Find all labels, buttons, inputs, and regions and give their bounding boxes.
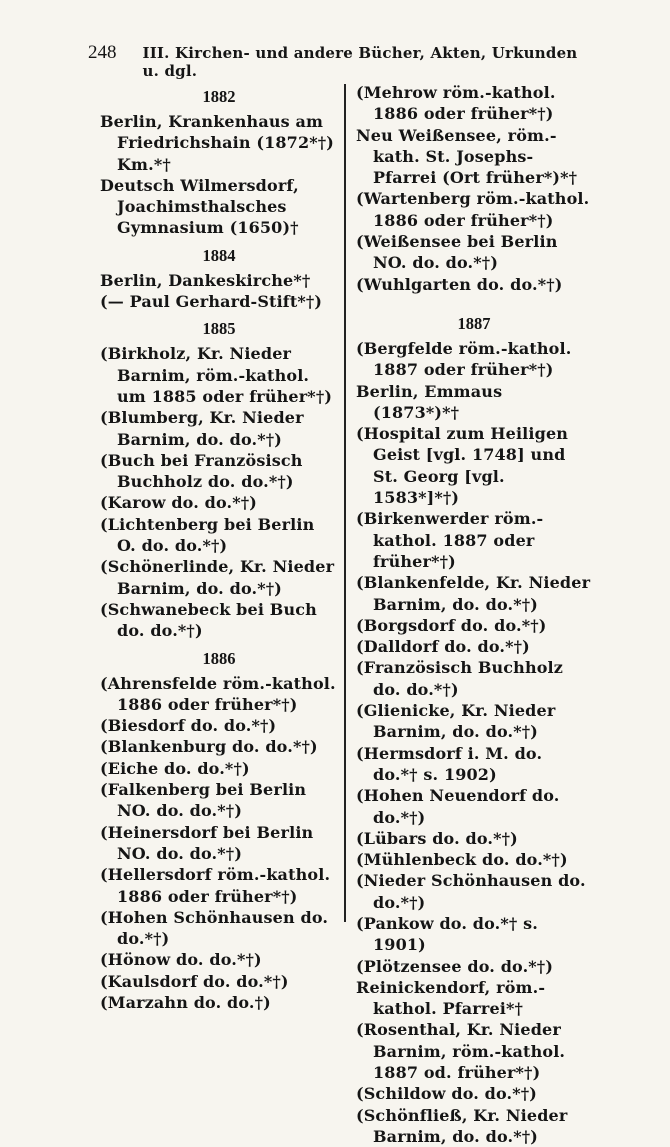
list-item: (Hohen Neuendorf do. do.*†) <box>356 786 560 827</box>
list-item: (Hospital zum Heiligen Geist [vgl. 1748] und St. Georg [vgl. 1583*]*†) <box>356 424 569 508</box>
page-header <box>88 42 588 80</box>
list-item: (Nieder Schönhausen do. do.*†) <box>356 871 586 912</box>
list-item: (Mühlenbeck do. do.*†) <box>356 850 568 870</box>
right-column <box>356 82 592 1147</box>
section-spacer <box>356 295 592 307</box>
list-item: (Ahrensfelde röm.-kathol. 1886 oder früher*†) <box>100 673 336 714</box>
list-item: (Birkenwerder röm.-kathol. 1887 oder früher*†) <box>356 509 544 571</box>
list-item: (Hellersdorf röm.-kathol. 1886 oder früher*†) <box>100 865 331 906</box>
list-item: (Lübars do. do.*†) <box>356 828 518 848</box>
list-item: Deutsch Wilmersdorf, Joachimsthalsches Gymnasium (1650)† <box>100 175 299 238</box>
list-item: (Lichtenberg bei Berlin O. do. do.*†) <box>100 514 315 556</box>
list-item: (Französisch Buchholz do. do.*†) <box>356 658 564 699</box>
list-item: (Birkholz, Kr. Nieder Barnim, röm.-kathol. um 1885 oder früher*†) <box>100 344 333 406</box>
list-item: (Schwanebeck bei Buch do. do.*†) <box>100 599 317 641</box>
column-divider <box>344 84 346 922</box>
year-heading-1886: 1886 <box>202 648 236 668</box>
list-item: (Heinersdorf bei Berlin NO. do. do.*†) <box>100 822 314 863</box>
list-item: Reinickendorf, röm.-kathol. Pfarrei*† <box>356 977 546 1019</box>
list-item: (Schönfließ, Kr. Nieder Barnim, do. do.*†) <box>356 1105 568 1146</box>
list-item: (Borgsdorf do. do.*†) <box>356 615 547 635</box>
left-column <box>100 82 338 1013</box>
list-item: (Hohen Schönhausen do. do.*†) <box>100 907 329 949</box>
list-item: (Weißensee bei Berlin NO. do. do.*†) <box>356 232 558 273</box>
list-item: (Kaulsdorf do. do.*†) <box>100 971 289 991</box>
list-item: (Hönow do. do.*†) <box>100 950 262 970</box>
list-item: (Rosenthal, Kr. Nieder Barnim, röm.-kathol. 1887 od. früher*†) <box>356 1020 566 1083</box>
page-number: 248 <box>88 42 117 63</box>
list-item: Berlin, Emmaus (1873*)*† <box>356 381 503 422</box>
running-title: III. Kirchen- und andere Bücher, Akten, Urkunden u. dgl. <box>142 44 578 80</box>
list-item: (Karow do. do.*†) <box>100 493 258 513</box>
list-item: (Hermsdorf i. M. do. do.*† s. 1902) <box>356 743 543 784</box>
list-item: (Plötzensee do. do.*†) <box>356 956 554 976</box>
list-item: (Wartenberg röm.-kathol. 1886 oder früher*†) <box>356 189 590 230</box>
list-item: Neu Weißensee, röm.-kath. St. Josephs-Pfarrei (Ort früher*)*† <box>356 125 578 188</box>
list-item: (Marzahn do. do.†) <box>100 992 271 1012</box>
list-item: (Biesdorf do. do.*†) <box>100 716 277 736</box>
list-item: (Bergfelde röm.-kathol. 1887 oder früher*†) <box>356 338 572 380</box>
list-item: (Glienicke, Kr. Nieder Barnim, do. do.*†) <box>356 701 556 742</box>
list-item: (Schönerlinde, Kr. Nieder Barnim, do. do.*†) <box>100 557 335 598</box>
list-item: (Eiche do. do.*†) <box>100 758 250 778</box>
list-item: (Blankenfelde, Kr. Nieder Barnim, do. do.*†) <box>356 573 591 614</box>
list-item: (Pankow do. do.*† s. 1901) <box>356 913 539 955</box>
list-item: (Wuhlgarten do. do.*†) <box>356 274 563 294</box>
list-item: Berlin, Krankenhaus am Friedrichshain (1872*†) Km.*† <box>100 112 334 174</box>
year-heading-1887: 1887 <box>457 313 491 333</box>
year-heading-1884: 1884 <box>202 245 236 265</box>
list-item: (Schildow do. do.*†) <box>356 1084 538 1104</box>
list-item: (— Paul Gerhard-Stift*†) <box>100 292 323 312</box>
list-item: (Falkenberg bei Berlin NO. do. do.*†) <box>100 780 307 821</box>
list-item: Berlin, Dankeskirche*† <box>100 270 311 290</box>
list-item: (Blumberg, Kr. Nieder Barnim, do. do.*†) <box>100 408 304 449</box>
list-item: (Blankenburg do. do.*†) <box>100 737 318 757</box>
list-item: (Dalldorf do. do.*†) <box>356 637 530 657</box>
list-item: (Mehrow röm.-kathol. 1886 oder früher*†) <box>356 83 556 124</box>
list-item: (Buch bei Französisch Buchholz do. do.*†) <box>100 450 303 492</box>
year-heading-1885: 1885 <box>202 319 236 339</box>
year-heading-1882: 1882 <box>202 87 236 106</box>
